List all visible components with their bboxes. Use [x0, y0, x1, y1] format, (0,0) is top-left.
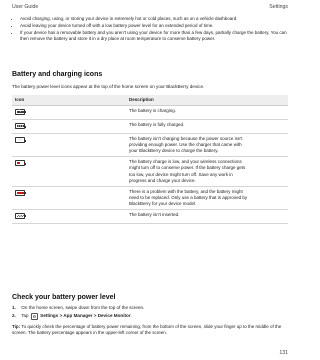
step-text: On the home screen, swipe down from the top of the screen. — [21, 305, 145, 310]
column-header-icon: Icon — [12, 95, 126, 106]
page-number: 131 — [279, 349, 288, 356]
battery-tips-list — [12, 16, 290, 43]
settings-path: Settings > App Manager > Device Monitor — [40, 313, 131, 319]
table-cell: The battery charge is low, and your wireless connections might turn off to conserve power. If the battery charge gets too low, your device might turn off. Save any work in progress and charge your device. — [126, 157, 288, 186]
table-row — [12, 186, 288, 209]
table-row — [12, 120, 288, 134]
table-row — [12, 209, 288, 223]
list-item — [12, 305, 290, 311]
check-battery-heading: Check your battery power level — [12, 294, 116, 301]
table-cell: There is a problem with the battery, and the battery might need to be replaced. Only use a battery that is approved by BlackBerry for your device model. — [126, 186, 288, 209]
table-row — [12, 134, 288, 157]
battery-not-inserted-icon — [15, 213, 25, 219]
list-item: • Avoid charging, using, or storing your device in extremely hot or cold places, such as on a vehicle dashboard. — [20, 16, 290, 22]
battery-icons-table — [12, 95, 288, 224]
battery-problem-icon — [15, 190, 25, 196]
tip-text: To quickly check the percentage of battery power remaining, from the bottom of the screen, slide your finger up to the middle of the screen. The battery percentage appears in the upper-left corner of the screen. — [12, 324, 282, 336]
battery-full-icon — [15, 123, 25, 129]
table-cell: The battery is fully charged. — [126, 120, 288, 134]
battery-low-icon — [15, 160, 25, 166]
table-row — [12, 157, 288, 186]
table-header-row — [12, 95, 288, 106]
column-header-description: Description — [126, 95, 288, 106]
battery-charging-icon: ϟ — [15, 109, 25, 115]
tip-paragraph — [12, 324, 290, 336]
step-number: 1. — [12, 305, 16, 310]
table-cell: The battery isn't inserted. — [126, 209, 288, 223]
list-item: • If your device has a removable battery and you aren't using your device for more than a few days, partially charge the battery. You can then remove the battery and store it in a dry place at room temperature to conserve battery power. — [20, 30, 290, 42]
settings-gear-icon: ⚙ — [32, 314, 37, 320]
page-header — [12, 3, 288, 13]
header-guide-title: User Guide — [12, 4, 39, 11]
battery-not-charging-icon: ∴ — [15, 137, 25, 143]
battery-icons-heading: Battery and charging icons — [12, 71, 103, 78]
table-row — [12, 106, 288, 120]
header-section-title: Settings — [269, 4, 288, 11]
list-item: • Avoid leaving your device turned off with a low battery power level for an extended period of time. — [20, 23, 290, 29]
tip-label: Tip: — [12, 324, 21, 329]
step-end: . — [130, 313, 132, 319]
step-text: Tap — [21, 313, 29, 319]
table-cell: The battery is charging. — [126, 106, 288, 120]
list-item — [12, 313, 290, 320]
check-battery-steps — [12, 305, 290, 322]
step-number: 2. — [12, 313, 16, 319]
battery-icons-intro: The battery power level icons appear at the top of the home screen on your BlackBerry device. — [12, 84, 205, 89]
table-cell: The battery isn't charging because the power source isn't providing enough power. Use the charger that came with your BlackBerry device to charge the battery. — [126, 134, 288, 157]
